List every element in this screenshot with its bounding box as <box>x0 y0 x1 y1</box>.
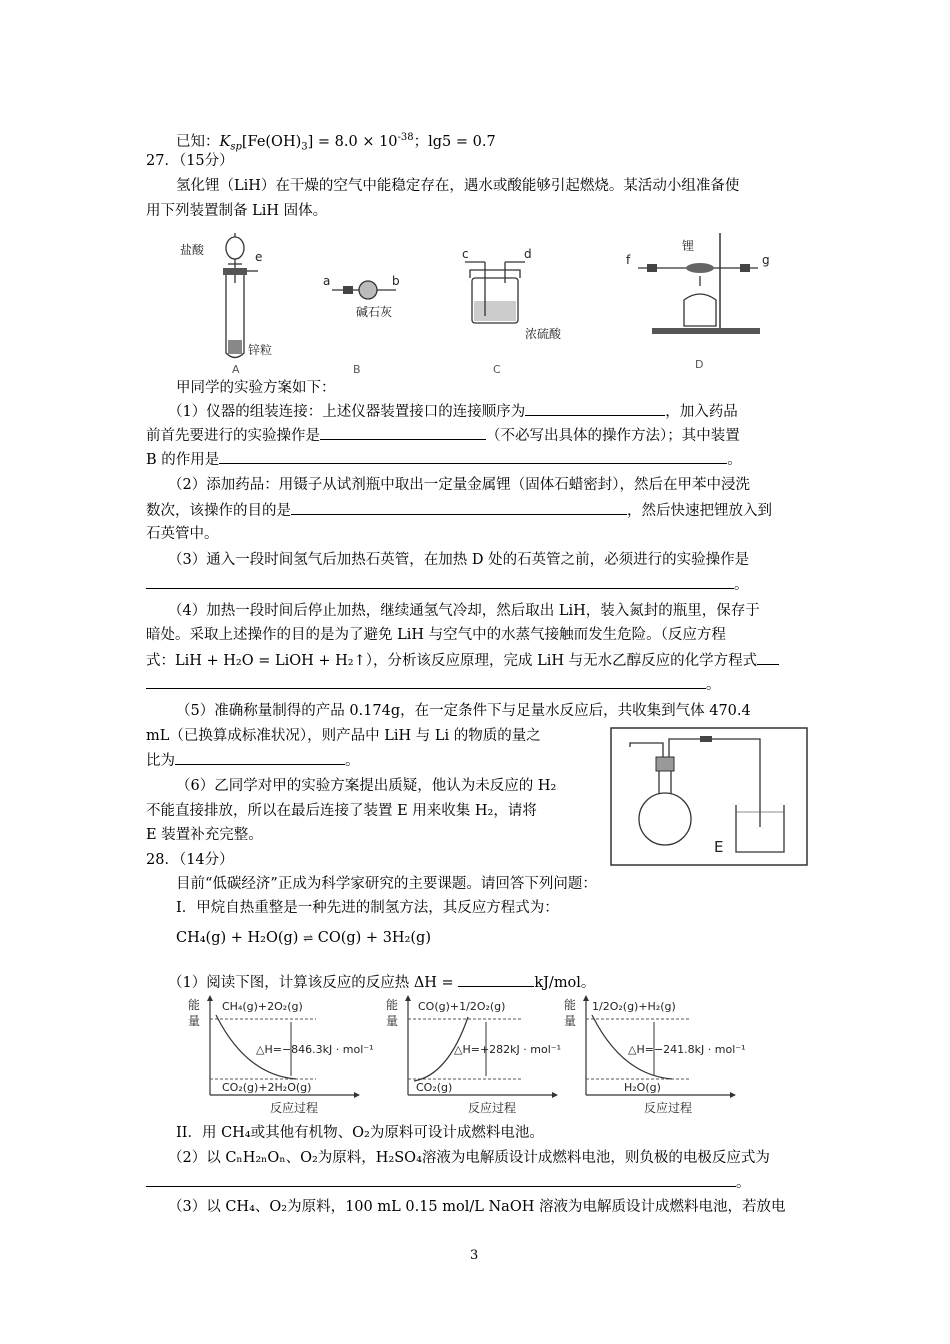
graph1-dh-label: △H=−846.3kJ · mol⁻¹ <box>256 1043 374 1056</box>
apparatus-b <box>323 274 400 376</box>
answer-blank-ethanol-eq[interactable] <box>146 674 706 689</box>
graph1-ylabel-2: 量 <box>188 1014 201 1028</box>
label-f: f <box>626 253 631 267</box>
svg-text:能: 能 <box>564 998 577 1012</box>
page-number: 3 <box>470 1248 479 1263</box>
apparatus-e-figure[interactable] <box>610 727 808 867</box>
q28-heading: 28．（14分） <box>146 852 234 868</box>
answer-blank-before-heating[interactable] <box>146 574 734 589</box>
answer-blank-first-operation[interactable] <box>320 425 486 440</box>
q27-p2-line2: 数次，该操作的目的是 ，然后快速把锂放入到 <box>146 500 772 521</box>
q28-q2-line2: 。 <box>146 1172 751 1193</box>
graph2-top-label: CO(g)+1/2O₂(g) <box>418 1000 506 1013</box>
label-A: A <box>232 363 240 376</box>
label-zinc: 锌粒 <box>248 343 273 357</box>
svg-text:能: 能 <box>386 998 399 1012</box>
label-h2so4: 浓硫酸 <box>525 327 562 341</box>
q27-p4-line4: 。 <box>146 674 721 695</box>
q27-p1-line2: 前首先要进行的实验操作是 （不必写出具体的操作方法）；其中装置 <box>146 425 740 446</box>
q27-p1-line1: （1）仪器的组装连接：上述仪器装置接口的连接顺序为 ，加入药品 <box>168 401 738 422</box>
q27-plan: 甲同学的实验方案如下： <box>176 380 336 396</box>
label-li: 锂 <box>682 239 695 253</box>
q27-p5-line3: 比为 。 <box>146 750 360 771</box>
answer-blank-negative-electrode[interactable] <box>146 1172 736 1187</box>
answer-blank-delta-h[interactable] <box>458 972 534 987</box>
graph1-bottom-label: CO₂(g)+2H₂O(g) <box>222 1081 312 1094</box>
graph3-bottom-label: H₂O(g) <box>624 1081 661 1094</box>
answer-blank-mole-ratio[interactable] <box>175 750 345 765</box>
q27-p6-line3: E 装置补充完整。 <box>146 827 263 843</box>
energy-graph-2 <box>386 995 561 1115</box>
apparatus-c <box>462 247 562 376</box>
label-b: b <box>392 274 400 288</box>
q27-intro-line1: 氢化锂（LiH）在干燥的空气中能稳定存在，遇水或酸能够引起燃烧。某活动小组准备使 <box>176 178 740 194</box>
label-e: e <box>255 250 263 264</box>
svg-text:反应过程: 反应过程 <box>468 1101 517 1115</box>
q27-p4-line3: 式：LiH + H₂O = LiOH + H₂↑），分析该反应原理，完成 LiH 与无水乙醇反应的化学方程式 <box>146 650 779 671</box>
q27-p2-line1: （2）添加药品：用镊子从试剂瓶中取出一定量金属锂（固体石蜡密封），然后在甲苯中浸洗 <box>168 477 750 493</box>
q27-p4-line2: 暗处。采取上述操作的目的是为了避免 LiH 与空气中的水蒸气接触而发生危险。（反应方程 <box>146 627 726 643</box>
energy-graph-1 <box>188 995 373 1115</box>
q27-p3-line2: 。 <box>146 574 749 595</box>
graph3-dh-label: △H=−241.8kJ · mol⁻¹ <box>628 1043 746 1056</box>
graph2-dh-label: △H=+282kJ · mol⁻¹ <box>454 1043 561 1056</box>
q27-intro-line2: 用下列装置制备 LiH 固体。 <box>146 203 328 219</box>
apparatus-a <box>180 233 272 376</box>
answer-blank-toluene-purpose[interactable] <box>291 500 627 515</box>
graph1-ylabel-1: 能 <box>188 998 201 1012</box>
label-C: C <box>493 363 501 376</box>
equilibrium-arrow-icon: ⇌ <box>303 931 314 945</box>
label-D: D <box>695 358 704 371</box>
answer-blank-ethanol-eq-start[interactable] <box>757 650 779 665</box>
graph1-xlabel: 反应过程 <box>270 1101 319 1115</box>
label-d: d <box>524 247 532 261</box>
energy-graph-3 <box>564 995 745 1115</box>
answer-blank-connection-order[interactable] <box>525 401 665 416</box>
q28-section-II: II．用 CH₄或其他有机物、O₂为原料可设计成燃料电池。 <box>176 1125 544 1141</box>
q27-p3-line1: （3）通入一段时间氢气后加热石英管，在加热 D 处的石英管之前，必须进行的实验操作是 <box>168 552 750 568</box>
q27-p5-line2: mL（已换算成标准状况），则产品中 LiH 与 Li 的物质的量之 <box>146 728 541 744</box>
label-B: B <box>353 363 361 376</box>
q27-p6-line2: 不能直接排放，所以在最后连接了装置 E 用来收集 H₂，请将 <box>146 803 537 819</box>
label-c: c <box>462 247 469 261</box>
q28-intro: 目前“低碳经济”正成为科学家研究的主要课题。请回答下列问题： <box>176 876 597 892</box>
q27-p2-line3: 石英管中。 <box>146 526 219 542</box>
graph1-top-label: CH₄(g)+2O₂(g) <box>222 1000 303 1013</box>
q27-p4-line1: （4）加热一段时间后停止加热，继续通氢气冷却，然后取出 LiH，装入氮封的瓶里，保存于 <box>168 603 760 619</box>
graph2-bottom-label: CO₂(g) <box>416 1081 453 1094</box>
q28-q3-line1: （3）以 CH₄、O₂为原料，100 mL 0.15 mol/L NaOH 溶液为电解质设计成燃料电池，若放电 <box>168 1199 786 1215</box>
label-hcl: 盐酸 <box>180 243 205 257</box>
q28-equation: CH₄(g) + H₂O(g) ⇌ CO(g) + 3H₂(g) <box>176 930 431 946</box>
known-line: 已知：$K_{sp}[Fe(OH)_3] = 8.0 \times 10^{-38}$；lg5 = 0.7 <box>176 132 496 153</box>
label-E: E <box>714 838 724 856</box>
label-g: g <box>762 253 770 267</box>
q27-p6-line1: （6）乙同学对甲的实验方案提出质疑，他认为未反应的 H₂ <box>176 778 557 794</box>
q27-heading: 27．（15分） <box>146 153 234 169</box>
graph3-top-label: 1/2O₂(g)+H₂(g) <box>592 1000 676 1013</box>
svg-text:量: 量 <box>386 1014 399 1028</box>
apparatus-d <box>626 233 770 371</box>
answer-blank-b-role[interactable] <box>219 449 727 464</box>
label-a: a <box>323 274 331 288</box>
svg-text:反应过程: 反应过程 <box>644 1101 693 1115</box>
apparatus-figure <box>160 228 780 378</box>
q28-q1: （1）阅读下图，计算该反应的反应热 ΔH = kJ/mol。 <box>168 972 595 993</box>
q27-p1-line3: B 的作用是 。 <box>146 449 742 470</box>
energy-diagrams <box>186 995 766 1115</box>
q28-section-I: I．甲烷自热重整是一种先进的制氢方法，其反应方程式为： <box>176 900 559 916</box>
svg-text:量: 量 <box>564 1014 577 1028</box>
label-sodalime: 碱石灰 <box>356 305 393 319</box>
q27-p5-line1: （5）准确称量制得的产品 0.174g，在一定条件下与足量水反应后，共收集到气体 470.4 <box>176 703 751 719</box>
q28-q2-line1: （2）以 CₙH₂ₙOₙ、O₂为原料，H₂SO₄溶液为电解质设计成燃料电池，则负极的电极反应式为 <box>168 1150 770 1166</box>
